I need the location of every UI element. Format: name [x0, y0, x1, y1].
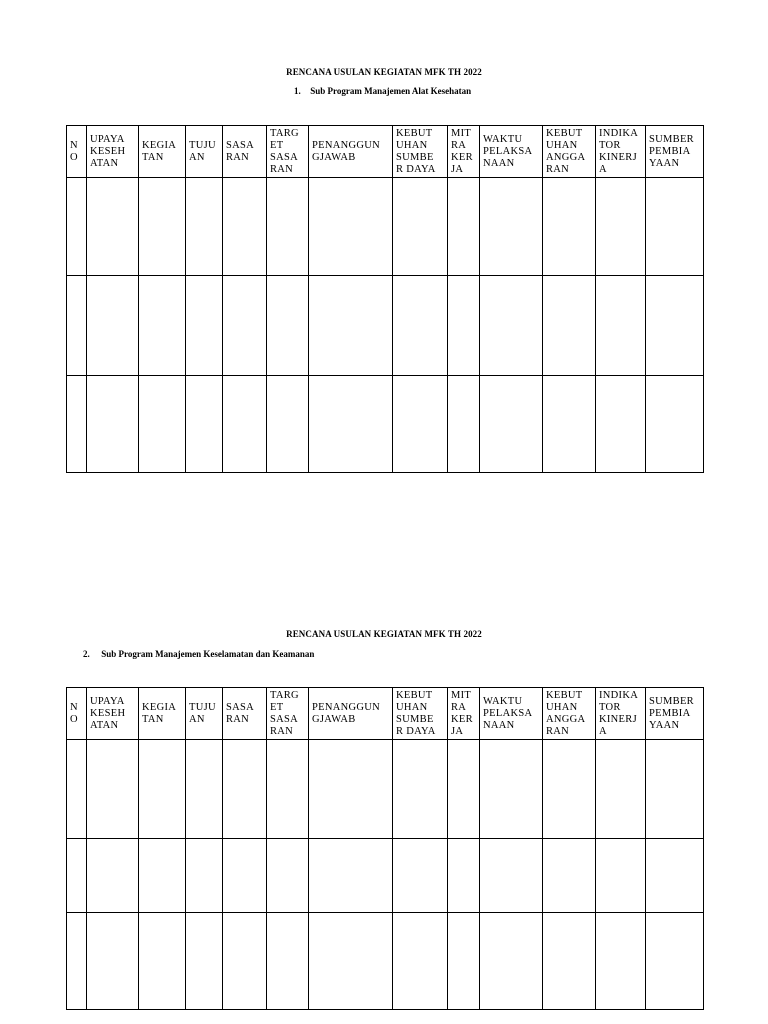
table-cell[interactable] [393, 178, 448, 276]
table-cell[interactable] [186, 376, 223, 473]
col-header-no: N O [67, 126, 87, 178]
table-cell[interactable] [480, 740, 543, 839]
table-cell[interactable] [267, 913, 309, 1010]
table-cell[interactable] [448, 178, 480, 276]
table-cell[interactable] [186, 276, 223, 376]
section-2-subtitle [83, 649, 314, 659]
table-cell[interactable] [67, 740, 87, 839]
col-header-no: N O [67, 688, 87, 740]
col-header-tujuan: TUJU AN [186, 126, 223, 178]
col-header-kebutuhan-sumber-daya: KEBUT UHAN SUMBE R DAYA [393, 126, 448, 178]
table-cell[interactable] [393, 740, 448, 839]
col-header-waktu-pelaksanaan: WAKTU PELAKSA NAAN [480, 688, 543, 740]
table-cell[interactable] [67, 178, 87, 276]
table-cell[interactable] [67, 913, 87, 1010]
table-cell[interactable] [543, 913, 596, 1010]
table-cell[interactable] [267, 839, 309, 913]
table-row [67, 839, 704, 913]
table-cell[interactable] [309, 276, 393, 376]
section-1-title: RENCANA USULAN KEGIATAN MFK TH 2022 [286, 67, 482, 77]
col-header-kegiatan: KEGIA TAN [139, 688, 186, 740]
table-cell[interactable] [309, 913, 393, 1010]
table-cell[interactable] [223, 740, 267, 839]
col-header-waktu-pelaksanaan: WAKTU PELAKSA NAAN [480, 126, 543, 178]
table-cell[interactable] [543, 178, 596, 276]
table-cell[interactable] [67, 839, 87, 913]
table-cell[interactable] [223, 913, 267, 1010]
table-cell[interactable] [393, 839, 448, 913]
col-header-kebutuhan-anggaran: KEBUT UHAN ANGGA RAN [543, 126, 596, 178]
col-header-sumber-pembiayaan: SUMBER PEMBIA YAAN [646, 126, 704, 178]
col-header-sumber-pembiayaan: SUMBER PEMBIA YAAN [646, 688, 704, 740]
table-cell[interactable] [87, 913, 139, 1010]
table-cell[interactable] [646, 376, 704, 473]
col-header-mitra-kerja: MIT RA KER JA [448, 126, 480, 178]
table-cell[interactable] [448, 839, 480, 913]
col-header-indikator-kinerja: INDIKA TOR KINERJ A [596, 126, 646, 178]
table-cell[interactable] [139, 376, 186, 473]
col-header-penanggung-jawab: PENANGGUN GJAWAB [309, 126, 393, 178]
table-cell[interactable] [139, 839, 186, 913]
col-header-upaya-kesehatan: UPAYA KESEH ATAN [87, 126, 139, 178]
table-cell[interactable] [596, 839, 646, 913]
table-cell[interactable] [480, 839, 543, 913]
table-cell[interactable] [480, 376, 543, 473]
table-cell[interactable] [309, 178, 393, 276]
table-cell[interactable] [448, 376, 480, 473]
col-header-mitra-kerja: MIT RA KER JA [448, 688, 480, 740]
table-cell[interactable] [139, 178, 186, 276]
col-header-sasaran: SASA RAN [223, 126, 267, 178]
table-cell[interactable] [448, 276, 480, 376]
table-cell[interactable] [87, 178, 139, 276]
table-row [67, 913, 704, 1010]
table-cell[interactable] [543, 740, 596, 839]
table-cell[interactable] [223, 376, 267, 473]
section-1-table [66, 125, 704, 473]
table-row [67, 276, 704, 376]
table-cell[interactable] [543, 276, 596, 376]
table-cell[interactable] [596, 376, 646, 473]
table-cell[interactable] [267, 740, 309, 839]
table-cell[interactable] [646, 178, 704, 276]
table-cell[interactable] [480, 913, 543, 1010]
col-header-kebutuhan-anggaran: KEBUT UHAN ANGGA RAN [543, 688, 596, 740]
table-cell[interactable] [186, 740, 223, 839]
table-cell[interactable] [543, 376, 596, 473]
table-cell[interactable] [186, 913, 223, 1010]
table-row [67, 376, 704, 473]
table-cell[interactable] [596, 276, 646, 376]
table-cell[interactable] [393, 376, 448, 473]
table-cell[interactable] [393, 913, 448, 1010]
table-header-row [67, 688, 704, 740]
table-cell[interactable] [139, 740, 186, 839]
table-cell[interactable] [267, 376, 309, 473]
table-cell[interactable] [309, 839, 393, 913]
table-cell[interactable] [646, 740, 704, 839]
col-header-target-sasaran: TARG ET SASA RAN [267, 688, 309, 740]
section-2-table [66, 687, 704, 1010]
table-cell[interactable] [596, 740, 646, 839]
table-cell[interactable] [186, 839, 223, 913]
table-cell[interactable] [480, 276, 543, 376]
section-2-number: 2. [83, 649, 90, 659]
table-cell[interactable] [139, 276, 186, 376]
table-cell[interactable] [267, 178, 309, 276]
table-cell[interactable] [139, 913, 186, 1010]
section-1-number: 1. [294, 86, 301, 96]
table-cell[interactable] [87, 839, 139, 913]
table-cell[interactable] [67, 276, 87, 376]
table-header-row [67, 126, 704, 178]
table-cell[interactable] [646, 839, 704, 913]
table-cell[interactable] [87, 740, 139, 839]
table-row [67, 178, 704, 276]
table-cell[interactable] [393, 276, 448, 376]
table-cell[interactable] [448, 740, 480, 839]
table-cell[interactable] [596, 913, 646, 1010]
table-cell[interactable] [480, 178, 543, 276]
table-cell[interactable] [267, 276, 309, 376]
col-header-upaya-kesehatan: UPAYA KESEH ATAN [87, 688, 139, 740]
table-cell[interactable] [596, 178, 646, 276]
col-header-kegiatan: KEGIA TAN [139, 126, 186, 178]
col-header-tujuan: TUJU AN [186, 688, 223, 740]
table-cell[interactable] [223, 276, 267, 376]
col-header-indikator-kinerja: INDIKA TOR KINERJ A [596, 688, 646, 740]
table-cell[interactable] [67, 376, 87, 473]
table-cell[interactable] [646, 913, 704, 1010]
table-cell[interactable] [223, 178, 267, 276]
table-cell[interactable] [87, 376, 139, 473]
table-cell[interactable] [543, 839, 596, 913]
table-cell[interactable] [87, 276, 139, 376]
col-header-kebutuhan-sumber-daya: KEBUT UHAN SUMBE R DAYA [393, 688, 448, 740]
table-cell[interactable] [309, 376, 393, 473]
section-1-subtitle [294, 86, 471, 96]
section-2-title: RENCANA USULAN KEGIATAN MFK TH 2022 [286, 629, 482, 639]
section-1-subtitle-text: Sub Program Manajemen Alat Kesehatan [310, 86, 472, 96]
section-2-subtitle-text: Sub Program Manajemen Keselamatan dan Keamanan [101, 649, 315, 659]
table-cell[interactable] [646, 276, 704, 376]
table-cell[interactable] [309, 740, 393, 839]
col-header-target-sasaran: TARG ET SASA RAN [267, 126, 309, 178]
table-cell[interactable] [223, 839, 267, 913]
table-cell[interactable] [448, 913, 480, 1010]
table-row [67, 740, 704, 839]
col-header-penanggung-jawab: PENANGGUN GJAWAB [309, 688, 393, 740]
col-header-sasaran: SASA RAN [223, 688, 267, 740]
table-cell[interactable] [186, 178, 223, 276]
